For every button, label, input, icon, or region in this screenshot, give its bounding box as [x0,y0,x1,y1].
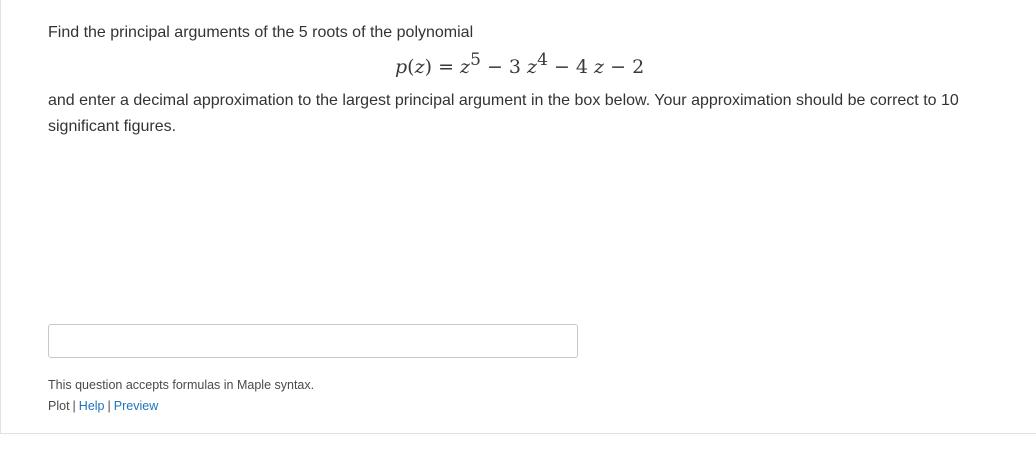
question-intro: Find the principal arguments of the 5 roots of the polynomial [48,24,474,41]
eq-open-paren: ( [407,56,415,78]
eq-function-name: p [395,56,408,78]
help-link[interactable]: Help [78,399,105,413]
eq-term2-exponent: 4 [537,50,548,70]
answer-input[interactable] [48,324,578,358]
eq-close-paren: ) [424,56,433,78]
eq-term1-variable: z [460,56,471,78]
link-separator: | [72,399,76,413]
eq-minus-2: − [553,56,570,78]
eq-minus-3: − [610,56,627,78]
eq-lhs-variable: z [414,56,425,78]
eq-term1-exponent: 5 [470,50,481,70]
eq-term2-variable: z [527,56,538,78]
plot-link[interactable]: Plot [48,399,70,413]
eq-equals: = [438,56,454,78]
polynomial-equation [395,50,645,81]
eq-constant-term: 2 [632,56,645,78]
link-separator: | [107,399,111,413]
eq-minus-1: − [486,56,503,78]
eq-term3-variable: z [594,56,605,78]
eq-term3-coefficient: 4 [575,56,588,78]
answer-tools-links [48,398,158,414]
question-instruction: and enter a decimal approximation to the largest principal argument in the box below. Your approximation should be correct to 10 significant figures. [48,92,959,135]
eq-term2-coefficient: 3 [508,56,521,78]
maple-syntax-note: This question accepts formulas in Maple syntax. [48,378,315,392]
preview-link[interactable]: Preview [113,399,159,413]
